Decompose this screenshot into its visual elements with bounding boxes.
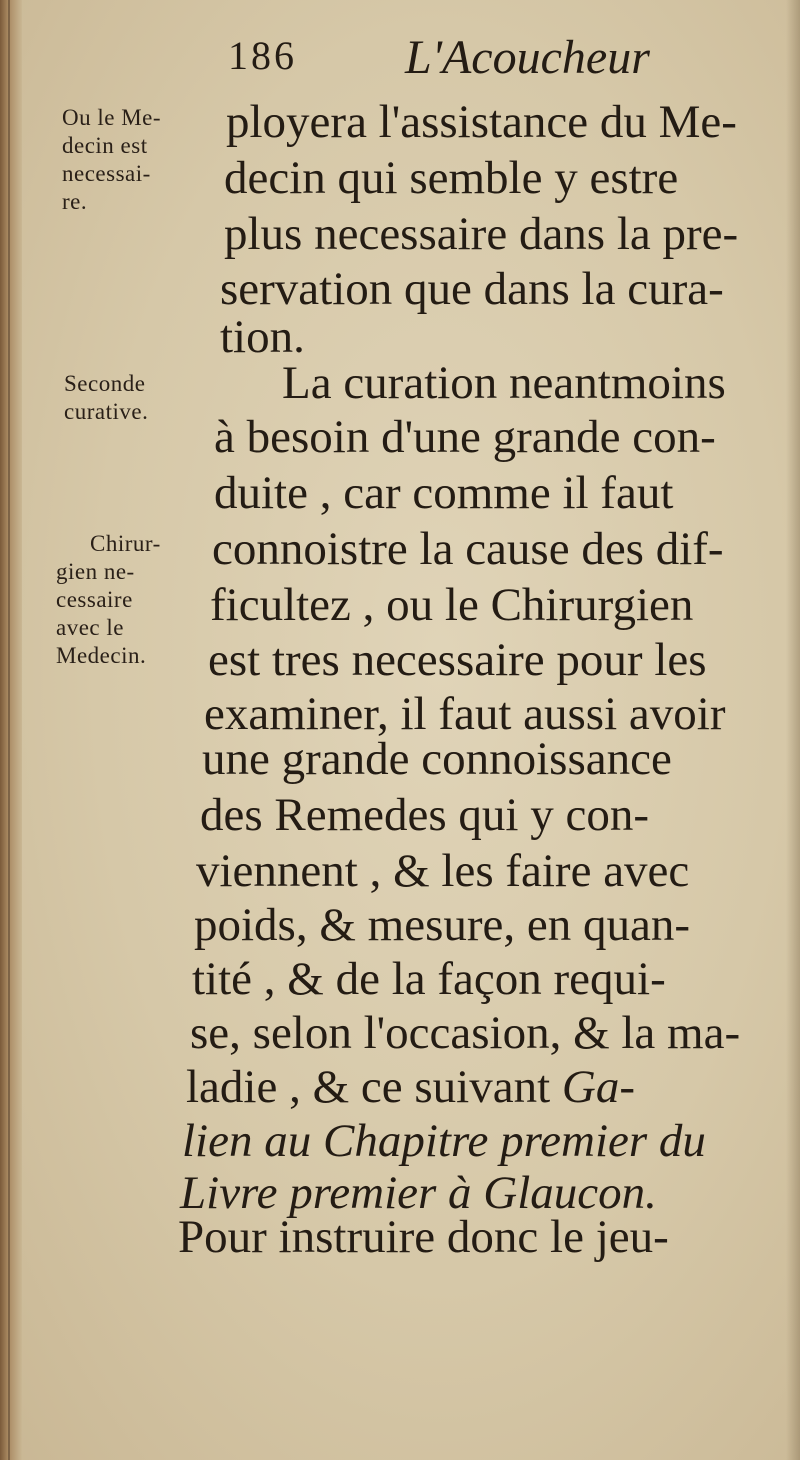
margin-note-line: gien ne- (56, 559, 135, 584)
text-line: plus necessaire dans la pre- (224, 208, 739, 260)
text-line: une grande connoissance (202, 733, 672, 785)
page-edge-shadow (786, 0, 800, 1460)
running-title: L'Acoucheur (405, 31, 650, 84)
margin-note-line: decin est (62, 133, 148, 158)
text-line-italic: lien au Chapitre premier du (182, 1115, 706, 1167)
text-line-italic: Livre premier à Glaucon. (180, 1167, 657, 1219)
text-line: viennent , & les faire avec (196, 845, 690, 897)
margin-note-medecin (62, 104, 161, 216)
margin-note-line: avec le (56, 615, 124, 640)
text-line: connoistre la cause des dif- (212, 523, 724, 575)
text-line: poids, & mesure, en quan- (194, 899, 691, 951)
spine-rule (8, 0, 10, 1460)
margin-note-line: necessai- (62, 161, 151, 186)
text-line: à besoin d'une grande con- (214, 411, 716, 463)
book-spine (0, 0, 22, 1460)
text-line: des Remedes qui y con- (200, 789, 650, 841)
text-line-italic-segment: Ga- (561, 1061, 635, 1113)
margin-note-chirurgien (56, 530, 161, 670)
text-line: ficultez , ou le Chirurgien (210, 579, 694, 631)
text-line: La curation neantmoins (282, 357, 726, 409)
text-line: ployera l'assistance du Me- (226, 96, 737, 148)
text-line: decin qui semble y estre (224, 152, 679, 204)
text-line: examiner, il faut aussi avoir (204, 688, 726, 740)
margin-note-line: Chirur- (90, 531, 161, 556)
margin-note-curative (64, 370, 148, 426)
margin-note-line: Medecin. (56, 643, 147, 668)
text-line: tité , & de la façon requi- (192, 953, 666, 1005)
margin-note-line: Ou le Me- (62, 105, 162, 130)
text-line: se, selon l'occasion, & la ma- (190, 1007, 741, 1059)
margin-note-line: re. (62, 189, 88, 214)
page-header (0, 22, 800, 92)
text-line: duite , car comme il faut (214, 467, 674, 519)
text-line-segment: ladie , & ce suivant (186, 1061, 551, 1113)
margin-note-line: cessaire (56, 587, 133, 612)
margin-note-line: Seconde (64, 371, 146, 396)
text-line: tion. (220, 311, 305, 363)
text-line: est tres necessaire pour les (208, 634, 707, 686)
page-number: 186 (228, 33, 297, 78)
text-line: Pour instruire donc le jeu- (178, 1211, 669, 1263)
margin-note-line: curative. (64, 399, 149, 424)
text-line (186, 1060, 635, 1114)
text-line: servation que dans la cura- (220, 263, 724, 315)
